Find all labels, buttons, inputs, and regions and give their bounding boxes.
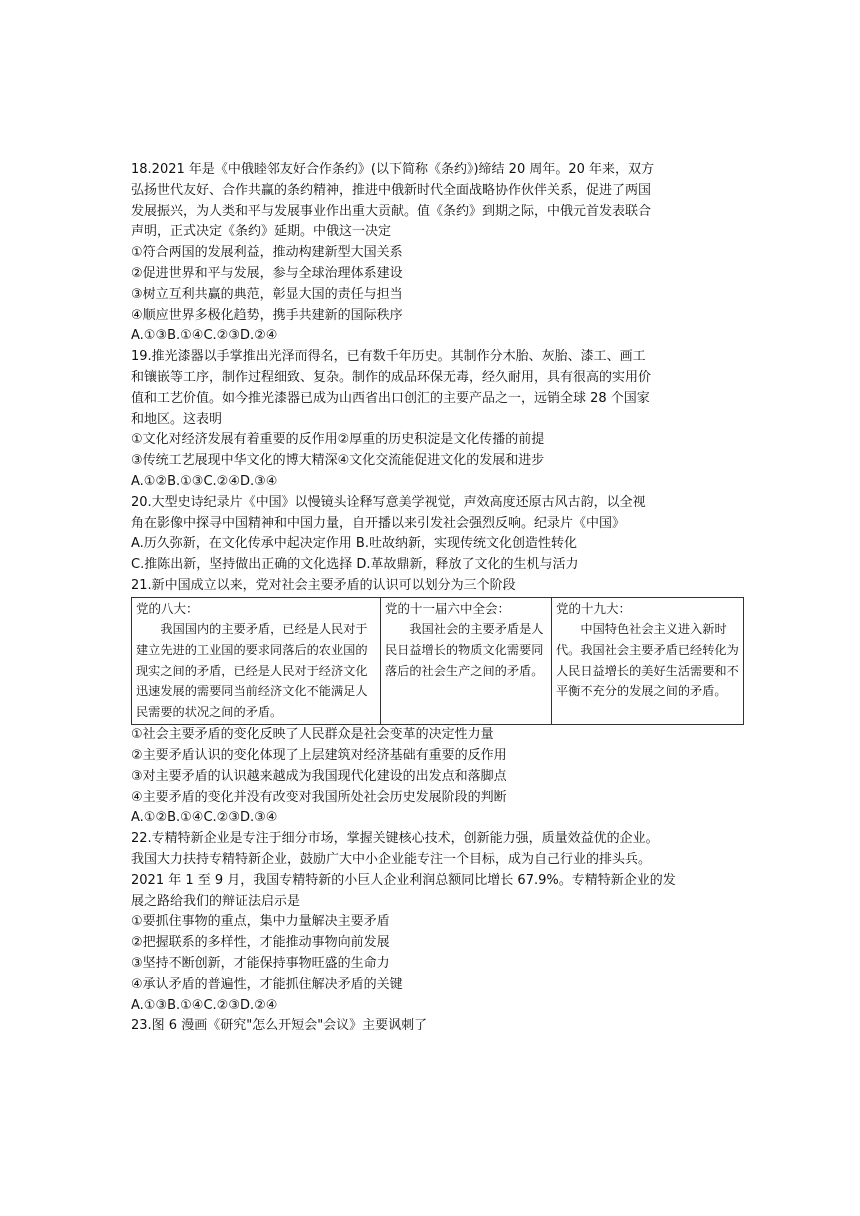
q22-option: ②把握联系的多样性，才能推动事物向前发展 [131, 935, 390, 951]
stage-body: 我国社会的主要矛盾是人民日益增长的物质文化需要同落后的社会生产之间的矛盾。 [385, 622, 544, 678]
question-20 [131, 493, 743, 576]
question-21 [131, 576, 743, 829]
question-22 [131, 829, 743, 1016]
q18-stem-line: 声明，正式决定《条约》延期。中俄这一决定 [131, 224, 392, 240]
question-19 [131, 347, 743, 493]
q19-option: ①文化对经济发展有着重要的反作用②厚重的历史积淀是文化传播的前提 [131, 432, 545, 448]
contradiction-stages-table [131, 597, 744, 726]
stage-title: 党的十一届六中全会： [385, 600, 511, 616]
q18-option: ①符合两国的发展利益，推动构建新型大国关系 [131, 245, 403, 261]
stage-body: 中国特色社会主义进入新时代。我国社会主要矛盾已经转化为人民日益增长的美好生活需要和不平衡不充分的发展之间的矛盾。 [556, 622, 739, 699]
stage-body: 我国国内的主要矛盾，已经是人民对于建立先进的工业国的要求同落后的农业国的现实之间的矛盾，已经是人民对于经济文化迅速发展的需要同当前经济文化不能满足人民需要的状况之间的矛盾。 [136, 622, 368, 719]
q23-stem: 23.图 6 漫画《研究"怎么开短会"会议》主要讽刺了 [131, 1018, 428, 1034]
q19-choices: A.①②B.①③C.②④D.③④ [131, 473, 278, 489]
q19-stem-line: 和镶嵌等工序，制作过程细致、复杂。制作的成品环保无毒，经久耐用，具有很高的实用价 [131, 369, 652, 385]
question-23 [131, 1016, 743, 1037]
q22-choices: A.①③B.①④C.②③D.②④ [131, 997, 278, 1013]
q18-stem-line: 弘扬世代友好、合作共赢的条约精神，推进中俄新时代全面战略协作伙伴关系，促进了两国 [131, 182, 652, 198]
q19-stem-line: 19.推光漆器以手掌推出光泽而得名，已有数千年历史。其制作分木胎、灰胎、漆工、画工 [131, 349, 646, 365]
q20-option: A.历久弥新，在文化传承中起决定作用 B.吐故纳新，实现传统文化创造性转化 [131, 536, 577, 552]
exam-page [131, 160, 743, 1037]
q22-option: ③坚持不断创新，才能保持事物旺盛的生命力 [131, 956, 390, 972]
q18-choices: A.①③B.①④C.②③D.②④ [131, 328, 278, 344]
q22-stem-line: 展之路给我们的辩证法启示是 [131, 893, 301, 909]
q22-stem-line: 我国大力扶持专精特新企业，鼓励广大中小企业能专注一个目标，成为自己行业的排头兵。 [131, 852, 652, 868]
q22-option: ④承认矛盾的普遍性，才能抓住解决矛盾的关键 [131, 976, 403, 992]
q19-option: ③传统工艺展现中华文化的博大精深④文化交流能促进文化的发展和进步 [131, 453, 545, 469]
q22-option: ①要抓住事物的重点，集中力量解决主要矛盾 [131, 914, 390, 930]
q20-stem-line: 角在影像中探寻中国精神和中国力量，自开播以来引发社会强烈反响。纪录片《中国》 [131, 515, 626, 531]
question-18 [131, 160, 743, 347]
q20-option: C.推陈出新，坚持做出正确的文化选择 D.革故鼎新，释放了文化的生机与活力 [131, 557, 579, 573]
q18-stem-line: 18.2021 年是《中俄睦邻友好合作条约》(以下简称《条约》)缔结 20 周年。20 年来，双方 [131, 162, 655, 177]
q20-stem-line: 20.大型史诗纪录片《中国》以慢镜头诠释写意美学视觉，声效高度还原古风古韵，以全视 [131, 494, 646, 510]
stage-cell-19th-congress [552, 597, 744, 725]
q19-stem-line: 值和工艺价值。如今推光漆器已成为山西省出口创汇的主要产品之一，远销全球 28 个国家 [131, 390, 650, 406]
stage-title: 党的八大： [136, 600, 199, 616]
q19-stem-line: 和地区。这表明 [131, 411, 223, 427]
q18-option: ②促进世界和平与发展，参与全球治理体系建设 [131, 265, 403, 281]
q21-option: ④主要矛盾的变化并没有改变对我国所处社会历史发展阶段的判断 [131, 789, 507, 805]
stage-cell-8th-congress [132, 597, 381, 725]
q22-stem-line: 22.专精特新企业是专注于细分市场，掌握关键核心技术，创新能力强，质量效益优的企业。 [131, 831, 659, 847]
q21-option: ②主要矛盾认识的变化体现了上层建筑对经济基础有重要的反作用 [131, 748, 507, 764]
q22-stem-line: 2021 年 1 至 9 月，我国专精特新的小巨人企业利润总额同比增长 67.9%。专精特新企业的发 [131, 872, 676, 888]
stage-title: 党的十九大： [556, 600, 632, 616]
q21-option: ③对主要矛盾的认识越来越成为我国现代化建设的出发点和落脚点 [131, 768, 507, 784]
q21-option: ①社会主要矛盾的变化反映了人民群众是社会变革的决定性力量 [131, 727, 494, 743]
q18-stem-line: 发展振兴，为人类和平与发展事业作出重大贡献。值《条约》到期之际，中俄元首发表联合 [131, 203, 652, 219]
q21-stem: 21.新中国成立以来，党对社会主要矛盾的认识可以划分为三个阶段 [131, 577, 516, 593]
q21-choices: A.①②B.①④C.②③D.③④ [131, 810, 278, 826]
q18-option: ③树立互利共赢的典范，彰显大国的责任与担当 [131, 286, 403, 302]
q18-option: ④顺应世界多极化趋势，携手共建新的国际秩序 [131, 307, 403, 323]
stage-cell-11th-6th-plenum [381, 597, 552, 725]
